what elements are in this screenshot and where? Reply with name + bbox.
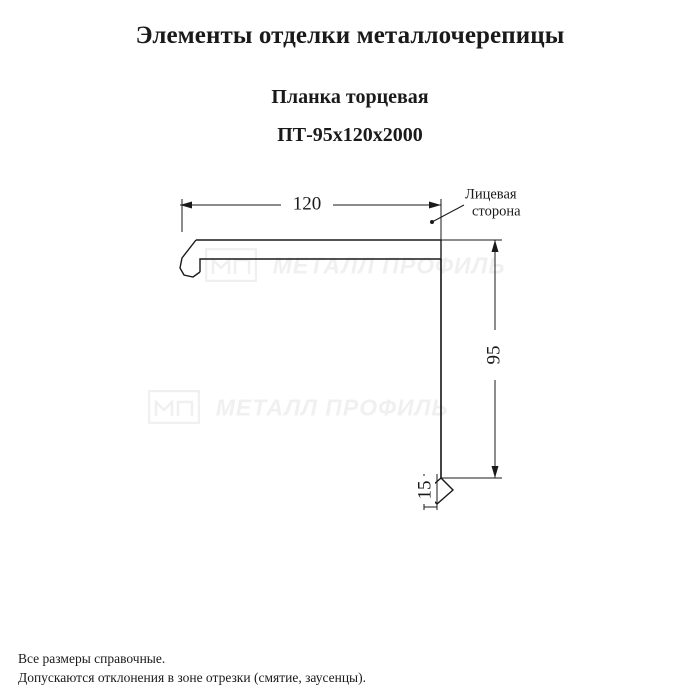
face-side-leader bbox=[430, 205, 464, 224]
footer-line-2: Допускаются отклонения в зоне отрезки (смятие, заусенцы). bbox=[18, 670, 367, 686]
product-name: Планка торцевая bbox=[271, 86, 429, 108]
face-side-label-line2: сторона bbox=[472, 203, 521, 220]
product-code: ПТ-95x120x2000 bbox=[277, 124, 423, 146]
page-title: Элементы отделки металлочерепицы bbox=[135, 22, 565, 49]
face-side-label-line1: Лицевая bbox=[465, 186, 517, 203]
dimension-label-120: 120 bbox=[292, 193, 322, 215]
watermark-text: МЕТАЛЛ ПРОФИЛЬ bbox=[215, 394, 449, 421]
footer-line-1: Все размеры справочные. bbox=[18, 650, 166, 666]
profile-outline bbox=[180, 240, 453, 504]
watermark-text: МЕТАЛЛ ПРОФИЛЬ bbox=[272, 252, 506, 279]
dimension-label-95: 95 bbox=[483, 345, 505, 365]
dimension-label-15: 15 bbox=[414, 480, 436, 500]
footer-notes bbox=[18, 649, 366, 688]
